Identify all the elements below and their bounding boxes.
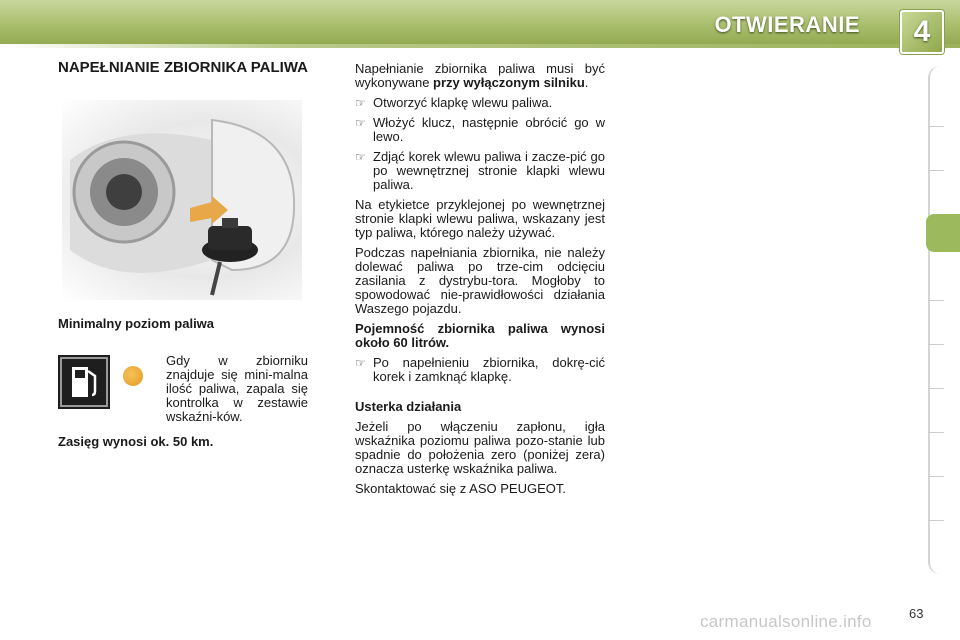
header-strip — [0, 44, 960, 48]
list-item — [355, 116, 605, 144]
list-item — [355, 96, 605, 110]
fault-heading: Usterka działania — [355, 399, 462, 414]
fuel-cap-photo — [62, 100, 302, 300]
chapter-rail — [928, 66, 952, 574]
watermark: carmanualsonline.info — [700, 612, 872, 631]
fuel-flap-illustration — [62, 100, 302, 300]
list-item-text: Zdjąć korek wlewu paliwa i zacze-pić go po wewnętrznej stronie klapki wlewu paliwa. — [373, 149, 605, 192]
remaining-range: Zasięg wynosi ok. 50 km. — [58, 434, 214, 449]
chapter-number: 4 — [900, 10, 944, 54]
tank-capacity: Pojemność zbiornika paliwa wynosi około 60 litrów. — [355, 321, 605, 350]
rail-mark — [928, 300, 944, 301]
rail-mark — [928, 126, 944, 127]
rail-mark — [928, 476, 944, 477]
list-item — [355, 356, 605, 384]
refuel-paragraph: Podczas napełniania zbiornika, nie należy dolewać paliwa po trze-cim odcięciu zasilania z dystrybu-tora. Mogłoby to spowodować nie-prawidłowości działania Waszego pojazdu. — [355, 245, 605, 316]
section-title: NAPEŁNIANIE ZBIORNIKA PALIWA — [58, 59, 308, 76]
pointing-hand-icon: ☞ — [355, 356, 366, 370]
rail-mark — [928, 344, 944, 345]
rail-mark — [928, 520, 944, 521]
list-item-text: Włożyć klucz, następnie obrócić go w lewo. — [373, 115, 605, 144]
intro-emphasis: przy wyłączonym silniku — [433, 75, 585, 90]
fault-paragraph: Jeżeli po włączeniu zapłonu, igła wskaźnika poziomu paliwa pozo-stanie lub spadnie do położenia zero (poniżej zera) oznacza usterkę wskaźnika paliwa. — [355, 419, 605, 476]
page-number: 63 — [909, 606, 924, 621]
rail-mark — [928, 388, 944, 389]
intro-text: Napełnianie zbiornika paliwa musi być wykonywane — [355, 61, 605, 90]
pointing-hand-icon: ☞ — [355, 116, 366, 130]
rail-mark — [928, 170, 944, 171]
intro-end: . — [584, 75, 589, 90]
chapter-title: OTWIERANIE — [714, 12, 860, 37]
pointing-hand-icon: ☞ — [355, 150, 366, 164]
active-chapter-tab[interactable] — [926, 214, 960, 252]
pointing-hand-icon: ☞ — [355, 96, 366, 110]
left-column — [58, 60, 308, 76]
intro-paragraph — [355, 62, 605, 90]
rail-mark — [928, 432, 944, 433]
warning-lamp-description: Gdy w zbiorniku znajduje się mini-malna ilość paliwa, zapala się kontrolka w zestawie wskaźni-ków. — [166, 353, 308, 424]
list-item-text: Po napełnieniu zbiornika, dokrę-cić korek i zamknąć klapkę. — [373, 355, 605, 384]
fuel-pump-icon — [58, 355, 110, 409]
label-paragraph: Na etykietce przyklejonej po wewnętrznej stronie klapki wlewu paliwa, wskazany jest typ paliwa, którego należy używać. — [355, 197, 605, 240]
list-item — [355, 150, 605, 192]
warning-lamp-icon — [123, 366, 143, 386]
list-item-text: Otworzyć klapkę wlewu paliwa. — [373, 95, 553, 110]
contact-line: Skontaktować się z ASO PEUGEOT. — [355, 481, 566, 496]
figure-caption: Minimalny poziom paliwa — [58, 316, 215, 331]
right-column — [355, 62, 605, 502]
